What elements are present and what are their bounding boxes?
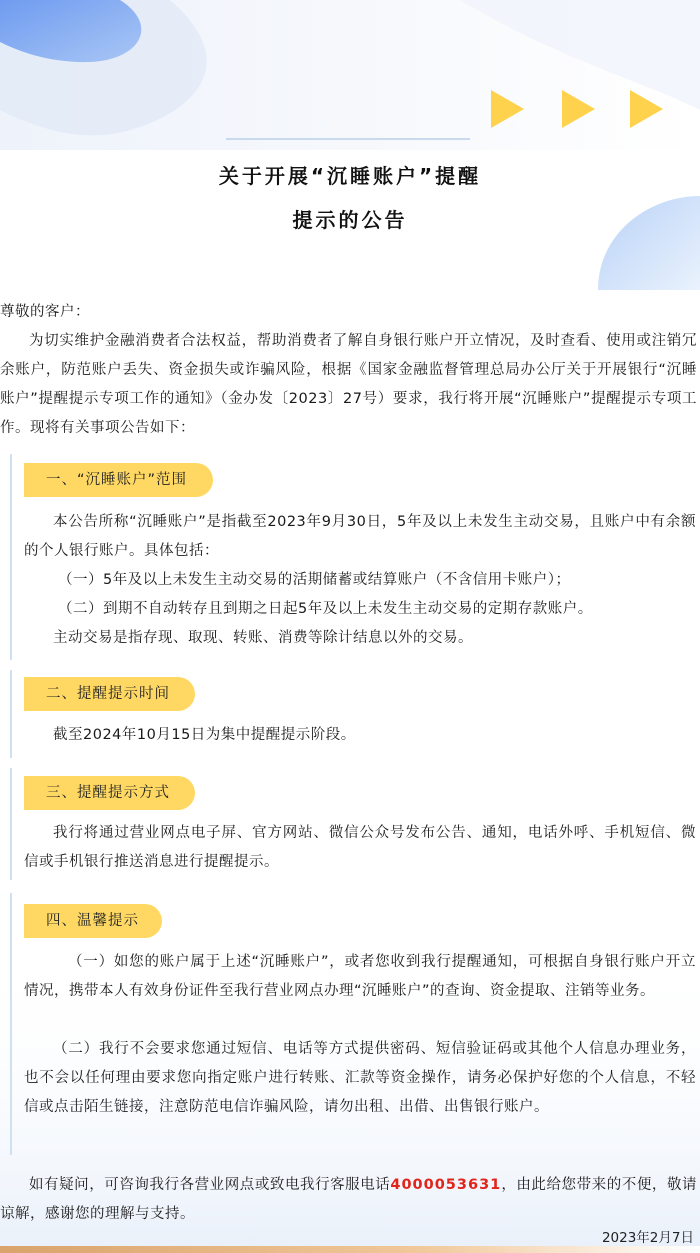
section-4-paragraph-2: （二）我行不会要求您通过短信、电话等方式提供密码、短信验证码或其他个人信息办理业务，也不会以任何理由要求您向指定账户进行转账、汇款等资金操作，请务必保护好您的个人信息，不轻信或点击陌生链接，注意防范电信诈骗风险，请勿出租、出借、出售银行账户。 bbox=[24, 1041, 696, 1115]
title-divider bbox=[226, 138, 470, 140]
hotline-number[interactable]: 4000053631 bbox=[390, 1177, 502, 1193]
closing-text-before: 如有疑问，可咨询我行各营业网点或致电我行客服电话 bbox=[29, 1177, 391, 1193]
page-title-line-2: 提示的公告 bbox=[292, 208, 408, 232]
closing-text-after: ，由此给您带来的不便，敬请谅解，感谢您的理解与支持。 bbox=[0, 1177, 698, 1222]
section-3-bar bbox=[10, 768, 12, 880]
intro-paragraph: 为切实维护金融消费者合法权益，帮助消费者了解自身银行账户开立情况，及时查看、使用或注销冗余账户，防范账户丢失、资金损失或诈骗风险，根据《国家金融监督管理总局办公厅关于开展银行“沉睡账户”提醒提示专项工作的通知》（金办发〔2023〕27号）要求，我行将开展“沉睡账户”提醒提示专项工作。现将有关事项公告如下： bbox=[0, 333, 697, 436]
page-title-line-1: 关于开展“沉睡账户”提醒 bbox=[218, 164, 482, 188]
closing-paragraph bbox=[0, 1171, 697, 1229]
section-2-bar bbox=[10, 670, 12, 758]
section-3-paragraph: 我行将通过营业网点电子屏、官方网站、微信公众号发布公告、通知，电话外呼、手机短信、微信或手机银行推送消息进行提醒提示。 bbox=[24, 825, 696, 870]
section-2-paragraph: 截至2024年10月15日为集中提醒提示阶段。 bbox=[53, 727, 356, 743]
section-1-paragraph-1: 本公告所称“沉睡账户”是指截至2023年9月30日，5年及以上未发生主动交易，且账户中有余额的个人银行账户。具体包括： bbox=[24, 514, 696, 559]
greeting: 尊敬的客户： bbox=[0, 304, 90, 320]
section-1-paragraph-2: 主动交易是指存现、取现、转账、消费等除计结息以外的交易。 bbox=[53, 630, 473, 646]
section-2-heading: 二、提醒提示时间 bbox=[24, 677, 195, 711]
section-1-item-2: （二）到期不自动转存且到期之日起5年及以上未发生主动交易的定期存款账户。 bbox=[58, 601, 593, 617]
section-4-heading: 四、温馨提示 bbox=[24, 904, 162, 938]
section-1-item-1: （一）5年及以上未发生主动交易的活期储蓄或结算账户（不含信用卡账户）； bbox=[58, 572, 571, 588]
section-4-paragraph-1: （一）如您的账户属于上述“沉睡账户”，或者您收到我行提醒通知，可根据自身银行账户开立情况，携带本人有效身份证件至我行营业网点办理“沉睡账户”的查询、资金提取、注销等业务。 bbox=[24, 954, 696, 999]
notice-date: 2023年2月7日 bbox=[601, 1230, 694, 1246]
section-1-heading: 一、“沉睡账户”范围 bbox=[24, 463, 213, 497]
section-4-bar bbox=[10, 893, 12, 1155]
section-1-bar bbox=[10, 454, 12, 660]
bottom-strip bbox=[0, 1246, 700, 1253]
section-3-heading: 三、提醒提示方式 bbox=[24, 776, 195, 810]
